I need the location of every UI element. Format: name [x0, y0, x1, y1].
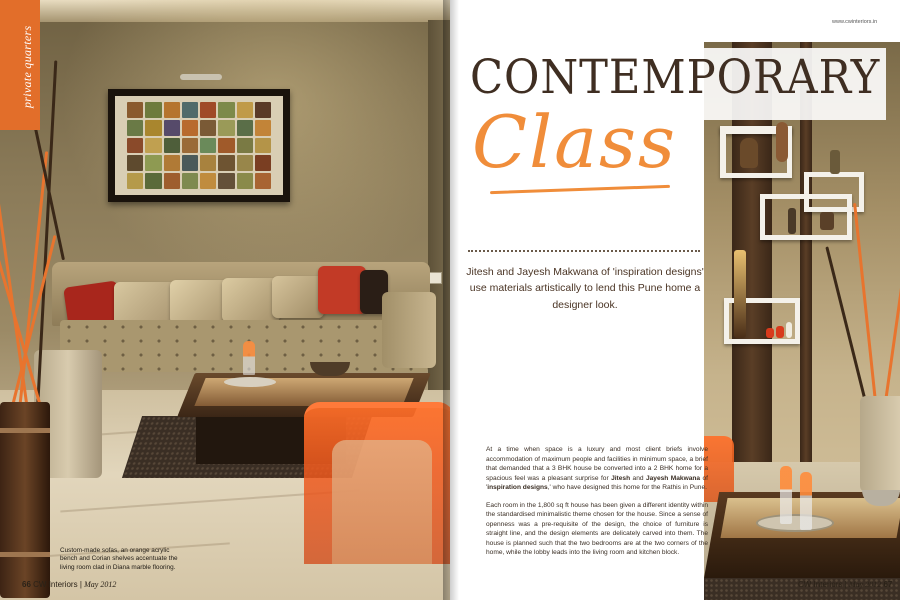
- tufted-ottoman: [860, 396, 900, 492]
- tall-wooden-vase: [0, 402, 50, 598]
- magazine-name: CW Interiors: [798, 580, 843, 589]
- page-number: 66: [22, 580, 31, 589]
- gold-cushion: [272, 276, 324, 318]
- painting-tile: [200, 120, 216, 136]
- body-text: ,' who have designed this home for the Rathis in Pune.: [547, 484, 707, 492]
- article-headline: CONTEMPORARY: [470, 50, 881, 105]
- painting-tile: [218, 173, 234, 189]
- painting-tile: [182, 155, 198, 171]
- decor-figurine: [830, 150, 840, 174]
- gold-cushion: [170, 280, 230, 324]
- wine-glass: [780, 466, 792, 524]
- painting-tile: [200, 138, 216, 154]
- painting-tile: [218, 138, 234, 154]
- painting-tile: [127, 120, 143, 136]
- section-tab-label: private quarters: [20, 25, 34, 108]
- wine-glass: [800, 472, 812, 530]
- painting-tile: [127, 173, 143, 189]
- painting-tile: [237, 120, 253, 136]
- painting-tile-grid: [127, 102, 271, 189]
- bench-opening: [332, 440, 432, 564]
- sofa-arm: [382, 292, 436, 368]
- body-text: and: [630, 474, 646, 482]
- painting-tile: [200, 155, 216, 171]
- vase-band: [0, 552, 50, 557]
- decor-vase: [740, 138, 758, 168]
- painting-tile: [218, 120, 234, 136]
- right-folio: [798, 580, 892, 589]
- painting-tile: [164, 102, 180, 118]
- body-paragraph: [486, 445, 708, 493]
- painting-mat: [115, 96, 283, 195]
- page-gutter: [443, 0, 459, 600]
- decor-sculpture: [734, 250, 746, 338]
- shelf-room-photo: [704, 42, 900, 600]
- decor-twig: [0, 192, 29, 410]
- folio-separator: |: [844, 580, 847, 589]
- painting-tile: [145, 173, 161, 189]
- decor-vase: [776, 122, 788, 162]
- painting-tile: [237, 138, 253, 154]
- painting-tile: [255, 138, 271, 154]
- standfirst-text: Jitesh and Jayesh Makwana of: [466, 266, 613, 278]
- designer-name: Jayesh Makwana: [645, 474, 701, 482]
- painting-tile: [145, 102, 161, 118]
- painting-tile: [237, 173, 253, 189]
- painting-tile: [145, 120, 161, 136]
- candle: [766, 328, 774, 338]
- decor-figurine: [788, 208, 796, 234]
- painting-tile: [127, 155, 143, 171]
- dotted-divider: [468, 250, 700, 252]
- serving-tray: [224, 377, 276, 387]
- issue-date: May 2012: [84, 580, 117, 589]
- article-script-headline: Class: [472, 100, 677, 184]
- painting-tile: [237, 155, 253, 171]
- painting-tile: [182, 173, 198, 189]
- painting-tile: [182, 138, 198, 154]
- painting-tile: [164, 155, 180, 171]
- section-tab: [0, 0, 40, 130]
- painting-tile: [200, 102, 216, 118]
- article-body: [486, 445, 708, 566]
- painting-tile: [218, 102, 234, 118]
- magazine-name: CW Interiors: [33, 580, 78, 589]
- picture-light: [180, 74, 222, 80]
- painting-tile: [164, 173, 180, 189]
- painting-tile: [145, 155, 161, 171]
- serving-tray: [756, 514, 834, 532]
- candle: [786, 322, 792, 338]
- page-number: 67: [883, 580, 893, 589]
- website-url: www.cwinteriors.in: [832, 19, 878, 25]
- issue-date: May 2012: [849, 580, 882, 589]
- designer-name: Jitesh: [611, 474, 631, 482]
- candle: [776, 326, 784, 338]
- right-page: [450, 0, 900, 600]
- firm-name: inspiration designs: [487, 484, 548, 492]
- painting-tile: [127, 102, 143, 118]
- framed-painting: [108, 89, 290, 202]
- standfirst-firm: 'inspiration designs': [612, 266, 704, 278]
- body-text: of ': [486, 474, 708, 492]
- painting-tile: [237, 102, 253, 118]
- standfirst-text: use materials artistically to lend this Pune home a designer look.: [469, 282, 701, 311]
- painting-tile: [255, 120, 271, 136]
- body-paragraph: Each room in the 1,800 sq ft house has been given a different identity within the standardised minimalistic theme chosen for the house. Since a sense of openness was a pre-requisite of the design, the choice of furniture is straight line, and the design elements are delicately carved into them. The house is planned such that the two bedrooms are at the two corners of the home, while the lobby leads into the living room and kitchen block.: [486, 501, 708, 557]
- vase-band: [0, 428, 50, 433]
- painting-tile: [145, 138, 161, 154]
- painting-tile: [164, 138, 180, 154]
- script-flourish: [490, 185, 670, 194]
- decor-twig: [884, 224, 900, 403]
- painting-tile: [182, 102, 198, 118]
- article-standfirst: [464, 264, 706, 313]
- corian-shelf-box: [760, 194, 852, 240]
- painting-tile: [255, 102, 271, 118]
- painting-tile: [255, 155, 271, 171]
- decor-figurine: [820, 212, 834, 230]
- photo-caption: Custom-made sofas, an orange acrylic bench and Corian shelves accentuate the living room clad in Diana marble flooring.: [60, 547, 178, 571]
- red-cushion: [318, 266, 366, 314]
- painting-tile: [182, 120, 198, 136]
- painting-tile: [255, 173, 271, 189]
- painting-tile: [127, 138, 143, 154]
- body-text: At a time when space is a luxury and most client briefs involve accommodation of maximum people and facilities in minimum space, a brief that demanded that a 3 BHK house be converted into a 2 BHK home for a spacious feel was a pleasant surprise for: [486, 446, 708, 482]
- painting-tile: [200, 173, 216, 189]
- left-folio: [22, 580, 116, 589]
- folio-separator: |: [79, 580, 82, 589]
- wine-glass: [243, 341, 255, 375]
- painting-tile: [218, 155, 234, 171]
- painting-tile: [164, 120, 180, 136]
